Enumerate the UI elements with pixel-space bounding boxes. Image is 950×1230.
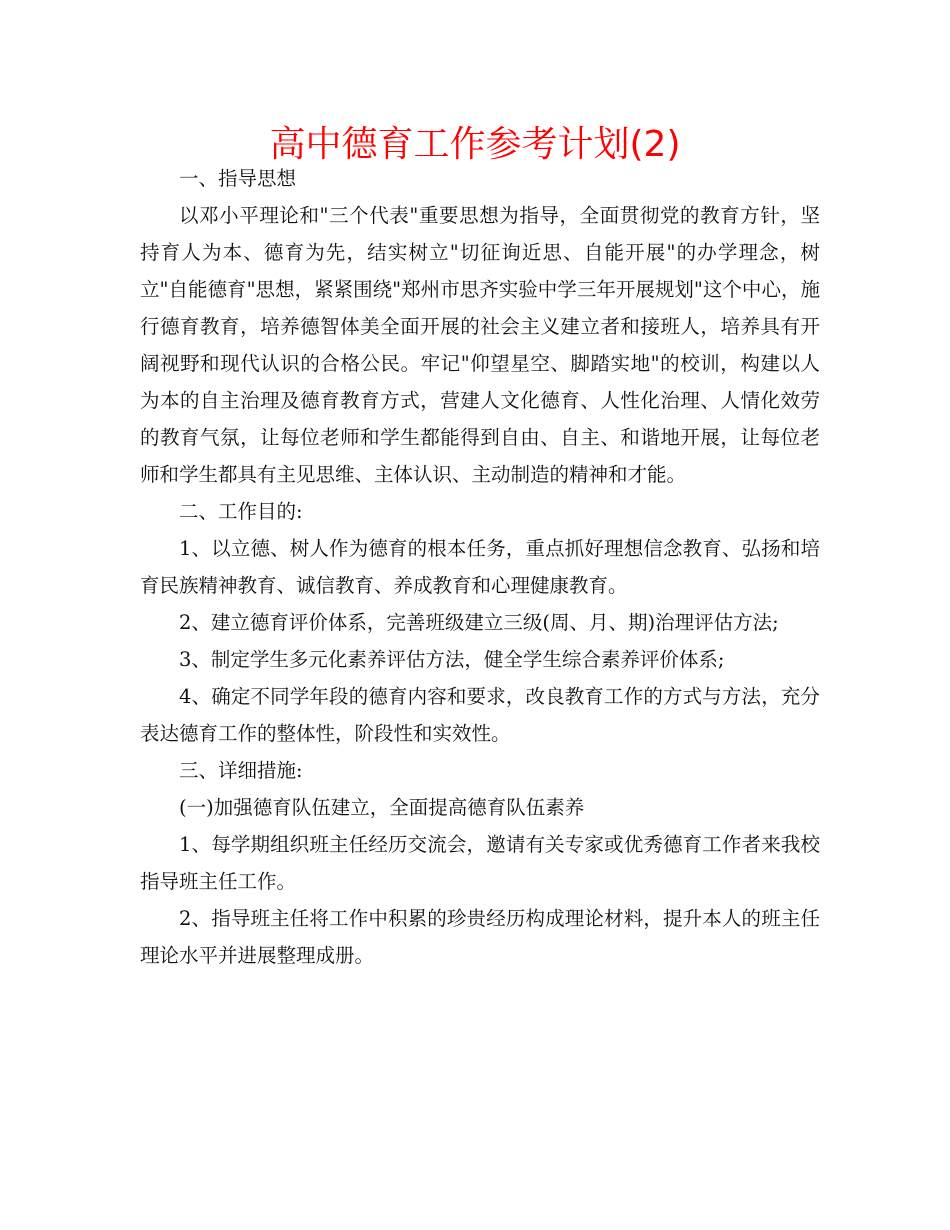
section-heading-measures: 三、详细措施: [179, 759, 303, 782]
paragraph-guiding-ideology: 以邓小平理论和"三个代表"重要思想为指导，全面贯彻党的教育方针，坚持育人为本、德育为先，结实树立"切征询近思、自能开展"的办学理念，树立"自能德育"思想，紧紧围绕"郑州市思齐实验中学三年开展规划"这个中心，施行德育教育，培养德智体美全面开展的社会主义建立者和接班人，培养具有开阔视野和现代认识的合格公民。牢记"仰望星空、脚踏实地"的校训，构建以人为本的自主治理及德育教育方式，营建人文化德育、人性化治理、人情化效劳的教育气氛，让每位老师和学生都能得到自由、自主、和谐地开展，让每位老师和学生都具有主见思维、主体认识、主动制造的精神和才能。 [140, 204, 820, 486]
list-item-measure-2: 2、指导班主任将工作中积累的珍贵经历构成理论材料，提升本人的班主任理论水平并进展整理成册。 [140, 907, 820, 967]
list-item-measure-1: 1、每学期组织班主任经历交流会，邀请有关专家或优秀德育工作者来我校指导班主任工作。 [140, 833, 820, 893]
list-item-goal-1: 1、以立德、树人作为德育的根本任务，重点抓好理想信念教育、弘扬和培育民族精神教育、诚信教育、养成教育和心理健康教育。 [140, 537, 820, 597]
document-body [140, 160, 820, 974]
list-item-goal-4: 4、确定不同学年段的德育内容和要求，改良教育工作的方式与方法，充分表达德育工作的整体性，阶段性和实效性。 [140, 685, 820, 745]
section-heading-work-goals: 二、工作目的: [179, 500, 303, 523]
subsection-heading-team-building: (一)加强德育队伍建立，全面提高德育队伍素养 [179, 796, 585, 819]
list-item-goal-2: 2、建立德育评价体系，完善班级建立三级(周、月、期)治理评估方法; [179, 611, 779, 634]
document-title: 高中德育工作参考计划(2) [269, 124, 681, 165]
list-item-goal-3: 3、制定学生多元化素养评估方法，健全学生综合素养评价体系; [179, 648, 725, 671]
section-heading-guiding-ideology: 一、指导思想 [179, 167, 297, 190]
